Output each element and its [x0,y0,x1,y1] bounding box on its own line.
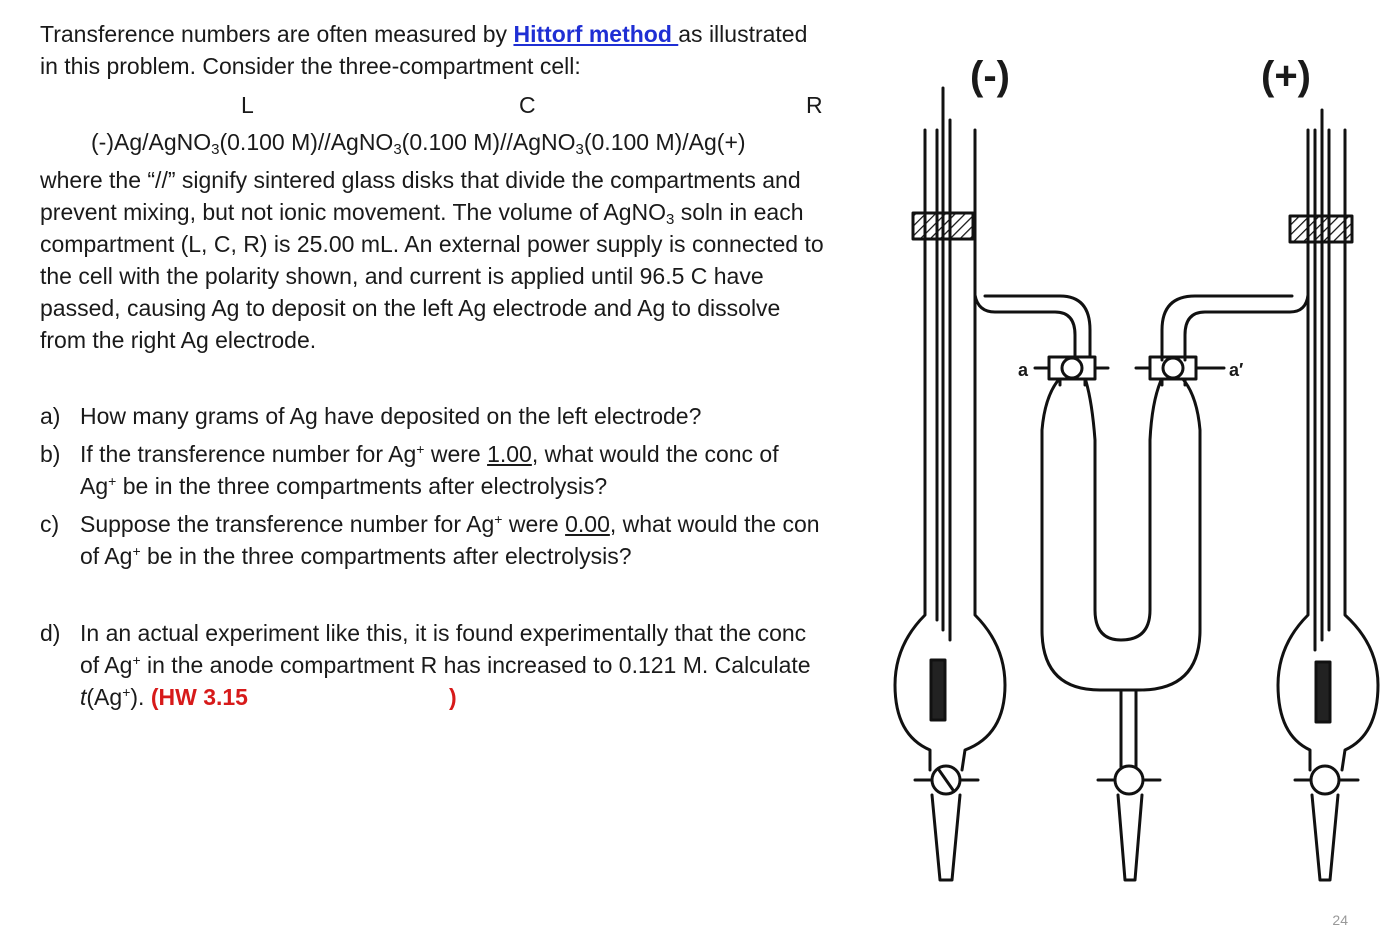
stopcock-a-label: a [1018,360,1029,380]
compartment-label-center: C [519,92,536,118]
cell-notation: (-)Ag/AgNO$_3$(0.100 M)//AgNO$_3$(0.100 M)//AgNO$_3$(0.100 M)/Ag(+) [91,129,746,158]
description-line-2: prevent mixing, but not ionic movement. The volume of AgNO$_3$ soln in each [40,199,804,228]
stopcock-a-prime-label: a′ [1229,360,1244,380]
hittorf-method-link[interactable]: Hittorf method [513,21,679,47]
question-d-line-2: of Ag+ in the anode compartment R has increased to 0.121 M. Calculate [80,652,811,678]
compartment-label-left: L [241,92,254,118]
question-b-line-2: Ag+ be in the three compartments after electrolysis? [80,473,608,499]
page-number: 24 [1332,912,1348,928]
question-b-line-1: If the transference number for Ag+ were 1.00, what would the conc of [80,441,779,467]
center-compartment-u-tube [1035,295,1308,880]
description-line-6: from the right Ag electrode. [40,327,317,353]
question-b-label: b) [40,441,61,467]
intro-text-post: as illustrated [678,21,808,47]
question-d-line-1: In an actual experiment like this, it is found experimentally that the conc [80,620,807,646]
intro-line-2: in this problem. Consider the three-compartment cell: [40,53,581,79]
question-d-line-3: t(Ag+). (HW 3.15 [80,684,248,710]
question-c-label: c) [40,511,60,537]
question-c-value: 0.00 [565,511,610,537]
description-line-3: compartment (L, C, R) is 25.00 mL. An external power supply is connected to [40,231,824,257]
positive-electrode-label: (+) [1261,54,1311,98]
question-a-text: How many grams of Ag have deposited on the left electrode? [80,403,702,429]
intro-text-pre: Transference numbers are often measured by [40,21,514,47]
right-compartment-vessel [1278,110,1378,880]
question-b-value: 1.00 [487,441,532,467]
homework-reference-close: ) [449,684,457,710]
description-line-1: where the “//” signify sintered glass disks that divide the compartments and [40,167,801,193]
compartment-label-right: R [806,92,823,118]
negative-electrode-label: (-) [970,54,1010,98]
description-line-5: passed, causing Ag to deposit on the left Ag electrode and Ag to dissolve [40,295,781,321]
question-c-line-2: of Ag+ be in the three compartments after electrolysis? [80,543,632,569]
question-a-label: a) [40,403,61,429]
homework-reference: (HW 3.15 [150,684,248,710]
left-compartment-vessel [895,88,1090,880]
question-d-label: d) [40,620,61,646]
description-line-4: the cell with the polarity shown, and current is applied until 96.5 C have [40,263,764,289]
question-c-line-1: Suppose the transference number for Ag+ were 0.00, what would the con [80,511,820,537]
